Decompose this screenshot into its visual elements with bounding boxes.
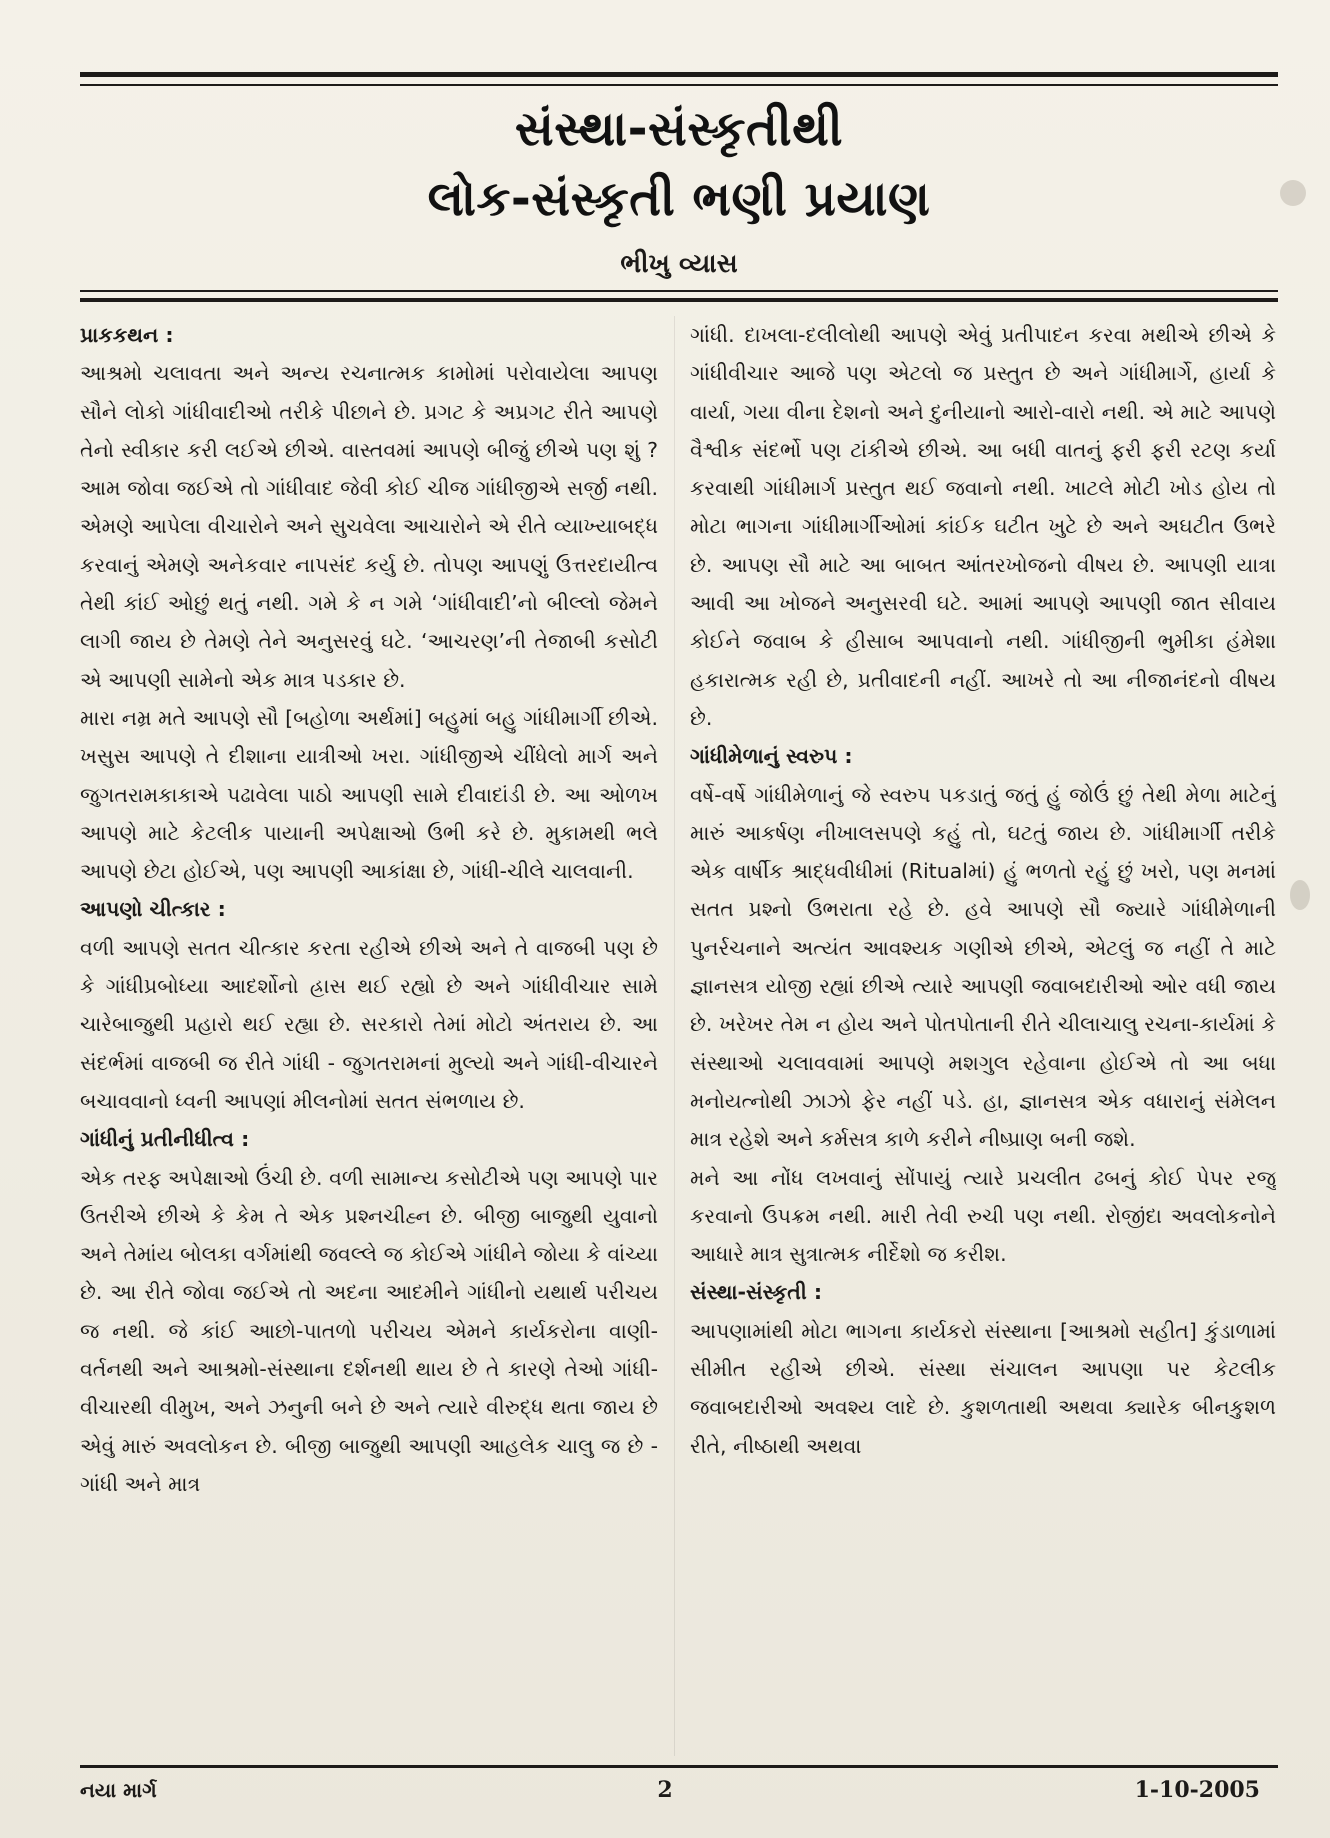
header-rule-thick — [80, 298, 1278, 302]
footer-rule — [80, 1765, 1278, 1768]
article-author: ભીખુ વ્યાસ — [620, 249, 738, 279]
top-rule-thick — [80, 72, 1278, 77]
left-column — [80, 316, 658, 1756]
paragraph: આશ્રમો ચલાવતા અને અન્ય રચનાત્મક કામોમાં પરોવાયેલા આપણ સૌને લોકો ગાંધીવાદીઓ તરીકે પીછાને છે. પ્રગટ કે અપ્રગટ રીતે આપણે તેનો સ્વીકાર કરી લઈએ છીએ. વાસ્તવમાં આપણે બીજું છીએ પણ શું ? આમ જોવા જઈએ તો ગાંધીવાદ જેવી કોઈ ચીજ ગાંધીજીએ સર્જી નથી. એમણે આપેલા વીચારોને અને સુચવેલા આચારોને એ રીતે વ્યાખ્યાબદ્ધ કરવાનું એમણે અનેકવાર નાપસંદ કર્યુ છે. તોપણ આપણું ઉત્તરદાયીત્વ તેથી કાંઈ ઓછું થતું નથી. ગમે કે ન ગમે ‘ગાંધીવાદી’નો બીલ્લો જેમને લાગી જાય છે તેમણે તેને અનુસરવું ઘટે. ‘આચરણ’ની તેજાબી કસોટી એ આપણી સામેનો એક માત્ર પડકાર છે. — [80, 361, 658, 692]
header-rule-thin — [80, 290, 1278, 292]
paragraph: મારા નમ્ર મતે આપણે સૌ [બહોળા અર્થમાં] બહુમાં બહુ ગાંધીમાર્ગી છીએ. ખસુસ આપણે તે દીશાના યાત્રીઓ ખરા. ગાંધીજીએ ચીંધેલો માર્ગ અને જુગતરામકાકાએ પઢાવેલા પાઠો આપણી સામે દીવાદાંડી છે. આ ઓળખ આપણે માટે કેટલીક પાયાની અપેક્ષાઓ ઉભી કરે છે. મુકામથી ભલે આપણે છેટા હોઈએ, પણ આપણી આકાંક્ષા છે, ગાંધી-ચીલે ચાલવાની. — [80, 705, 658, 884]
publication-name: નયા માર્ગ — [80, 1778, 157, 1802]
paragraph: એક તરફ અપેક્ષાઓ ઉંચી છે. વળી સામાન્ય કસોટીએ પણ આપણે પાર ઉતરીએ છીએ કે કેમ તે એક પ્રશ્નચીહ્ન છે. બીજી બાજુથી યુવાનો અને તેમાંય બોલકા વર્ગમાંથી જવલ્લે જ કોઈએ ગાંધીને જોયા કે વાંચ્યા છે. આ રીતે જોવા જઈએ તો અદના આદમીને ગાંધીનો યથાર્થ પરીચય જ નથી. જે કાંઈ આછો-પાતળો પરીચય એમને કાર્યકરોના વાણી-વર્તનથી અને આશ્રમો-સંસ્થાના દર્શનથી થાય છે તે કારણે તેઓ ગાંધી-વીચારથી વીમુખ, અને ઝનુની બને છે અને ત્યારે વીરુદ્ધ થતા જાય છે એવું મારું અવલોકન છે. બીજી બાજુથી આપણી આહલેક ચાલુ જ છે - ગાંધી અને માત્ર — [80, 1165, 658, 1496]
paragraph: ગાંધી. દાખલા-દલીલોથી આપણે એવું પ્રતીપાદન કરવા મથીએ છીએ કે ગાંધીવીચાર આજે પણ એટલો જ પ્રસ્તુત છે અને ગાંધીમાર્ગે, હાર્યા કે વાર્યા, ગયા વીના દેશનો અને દુનીયાનો આરો-વારો નથી. એ માટે આપણે વૈશ્વીક સંદર્ભો પણ ટાંકીએ છીએ. આ બધી વાતનું ફરી ફરી રટણ કર્યા કરવાથી ગાંધીમાર્ગ પ્રસ્તુત થઈ જવાનો નથી. ખાટલે મોટી ખોડ હોય તો મોટા ભાગના ગાંધીમાર્ગીઓમાં કાંઈક ઘટીત ખુટે છે અને અઘટીત ઉભરે છે. આપણ સૌ માટે આ બાબત આંતરખોજનો વીષય છે. આપણી યાત્રા આવી આ ખોજને અનુસરવી ઘટે. આમાં આપણે આપણી જાત સીવાય કોઈને જવાબ કે હીસાબ આપવાનો નથી. ગાંધીજીની ભુમીકા હંમેશા હકારાત્મક રહી છે, પ્રતીવાદની નહીં. આખરે તો આ નીજાનંદનો વીષય છે. — [690, 323, 1276, 730]
page-number: 2 — [657, 1777, 673, 1803]
paper-stain — [1280, 180, 1306, 206]
paragraph: આપણામાંથી મોટા ભાગના કાર્યકરો સંસ્થાના [આશ્રમો સહીત] કુંડાળામાં સીમીત રહીએ છીએ. સંસ્થા સંચાલન આપણા પર કેટલીક જવાબદારીઓ અવશ્ય લાદે છે. કુશળતાથી અથવા ક્યારેક બીનકુશળ રીતે, નીષ્ઠાથી અથવા — [690, 1318, 1276, 1458]
paper-stain — [1290, 880, 1310, 910]
issue-date: 1-10-2005 — [1134, 1777, 1260, 1803]
section-heading-prakkathan: પ્રાકકથન : — [80, 323, 174, 347]
section-heading-sanstha-sanskruti: સંસ્થા-સંસ્કૃતી : — [690, 1280, 823, 1305]
paragraph: મને આ નોંધ લખવાનું સોંપાયું ત્યારે પ્રચલીત ઢબનું કોઈ પેપર રજુ કરવાનો ઉપક્રમ નથી. મારી તેવી રુચી પણ નથી. રોજીંદા અવલોકનોને આધારે માત્ર સુત્રાત્મક નીર્દેશો જ કરીશ. — [690, 1165, 1276, 1267]
top-rule-thin — [80, 84, 1278, 86]
right-column — [690, 316, 1276, 1756]
article-title-line1: સંસ્થા-સંસ્કૃતીથી — [514, 101, 844, 157]
section-heading-chitkar: આપણો ચીત્કાર : — [80, 897, 226, 922]
paragraph: વળી આપણે સતત ચીત્કાર કરતા રહીએ છીએ અને તે વાજબી પણ છે કે ગાંધીપ્રબોધ્યા આદર્શોનો હ્રાસ થઈ રહ્યો છે અને ગાંધીવીચાર સામે ચારેબાજુથી પ્રહારો થઈ રહ્યા છે. સરકારો તેમાં મોટો અંતરાય છે. આ સંદર્ભમાં વાજબી જ રીતે ગાંધી - જુગતરામનાં મુલ્યો અને ગાંધી-વીચારને બચાવવાનો ધ્વની આપણાં મીલનોમાં સતત સંભળાય છે. — [80, 935, 658, 1113]
paragraph: વર્ષે-વર્ષે ગાંધીમેળાનું જે સ્વરુપ પકડાતું જતું હું જોઉં છું તેથી મેળા માટેનું મારું આકર્ષણ નીખાલસપણે કહું તો, ઘટતું જાય છે. ગાંધીમાર્ગી તરીકે એક વાર્ષીક શ્રાદ્ધવીધીમાં (Ritualમાં) હું ભળતો રહું છું ખરો, પણ મનમાં સતત પ્રશ્નો ઉભરાતા રહે છે. હવે આપણે સૌ જ્યારે ગાંધીમેળાની પુનર્રચનાને અત્યંત આવશ્યક ગણીએ છીએ, એટલું જ નહીં તે માટે જ્ઞાનસત્ર યોજી રહ્યાં છીએ ત્યારે આપણી જવાબદારીઓ ઓર વધી જાય છે. ખરેખર તેમ ન હોય અને પોતપોતાની રીતે ચીલાચાલુ રચના-કાર્યમાં કે સંસ્થાઓ ચલાવવામાં આપણે મશગુલ રહેવાના હોઈએ તો આ બધા મનોયત્નોથી ઝાઝો ફેર નહીં પડે. હા, જ્ઞાનસત્ર એક વધારાનું સંમેલન માત્ર રહેશે અને કર્મસત્ર કાળે કરીને નીષ્પ્રાણ બની જશે. — [690, 782, 1276, 1152]
column-gutter — [674, 316, 675, 1756]
section-heading-gandhimela: ગાંધીમેળાનું સ્વરુપ : — [690, 744, 853, 769]
article-title-line2: લોક-સંસ્કૃતી ભણી પ્રયાણ — [427, 171, 931, 227]
section-heading-pratinidhitva: ગાંધીનું પ્રતીનીધીત્વ : — [80, 1127, 250, 1152]
